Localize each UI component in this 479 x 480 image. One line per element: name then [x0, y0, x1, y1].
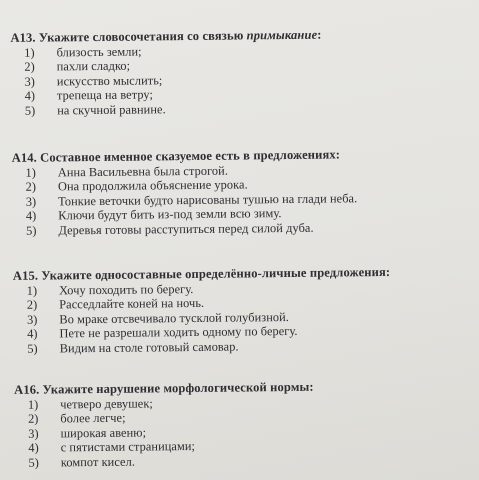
question-a14	[12, 145, 478, 238]
option-text: широкая авеню;	[60, 425, 147, 441]
option-number: 1)	[24, 45, 35, 60]
option-text: более легче;	[60, 411, 126, 426]
option-number: 5)	[24, 103, 36, 118]
option-number: 1)	[27, 397, 39, 412]
question-title: А14. Составное именное сказуемое есть в предложениях:	[11, 147, 341, 165]
option-number: 2)	[26, 298, 38, 313]
emphasized-term: примыкание	[246, 27, 318, 43]
option-text: искусство мыслить;	[56, 73, 163, 89]
option-text: Пете не разрешали ходить одному по берегу.	[59, 324, 298, 341]
question-a15	[13, 263, 479, 356]
question-title: А13. Укажите словосочетания со связью примыкание:	[10, 27, 322, 45]
option-text: Ключи будут бить из-под земли всю зиму.	[58, 206, 282, 223]
option-text: Во мраке отсвечивало тусклой голубизной.	[59, 309, 290, 327]
option-text: Анна Васильевна была строгой.	[57, 163, 229, 180]
option-text: Видим на столе готовый самовар.	[59, 339, 239, 356]
option-number: 3)	[26, 312, 38, 327]
option-text: компот кисел.	[60, 454, 136, 470]
option-text: пахли сладко;	[56, 59, 131, 74]
question-title: А15. Укажите односоставные определённо-личные предложения:	[12, 264, 391, 283]
option-text: четверо девушек;	[60, 396, 153, 412]
question-a16	[14, 377, 479, 470]
option-text: Тонкие веточки будто нарисованы тушью на глади неба.	[58, 191, 358, 209]
option-number: 2)	[27, 412, 39, 427]
option-text: Расседлайте коней на ночь.	[59, 296, 205, 312]
option-number: 1)	[26, 283, 38, 298]
option-text: трепеща на ветру;	[56, 87, 154, 103]
option-text: близость земли;	[56, 44, 142, 60]
option-number: 2)	[24, 60, 35, 75]
option-number: 4)	[24, 88, 36, 103]
option-number: 5)	[28, 455, 39, 470]
option-number: 3)	[28, 426, 39, 441]
option-number: 4)	[27, 326, 38, 341]
option-text: Она продолжила объяснение урока.	[57, 177, 248, 194]
question-a13	[10, 25, 476, 118]
option-text: Хочу походить по берегу.	[58, 281, 194, 298]
option-number: 5)	[27, 341, 38, 356]
option-text: с пятистами страницами;	[60, 439, 196, 455]
option-text: Деревья готовы расступиться перед силой дуба.	[58, 220, 314, 238]
option-text: на скучной равнине.	[57, 101, 166, 118]
option-number: 5)	[26, 223, 37, 238]
option-number: 3)	[24, 74, 35, 89]
option-number: 3)	[25, 194, 37, 209]
option-number: 1)	[25, 165, 36, 180]
option-number: 4)	[28, 440, 39, 455]
option-number: 4)	[25, 208, 37, 223]
question-title: А16. Укажите нарушение морфологической нормы:	[14, 379, 314, 397]
option-number: 2)	[25, 180, 37, 195]
